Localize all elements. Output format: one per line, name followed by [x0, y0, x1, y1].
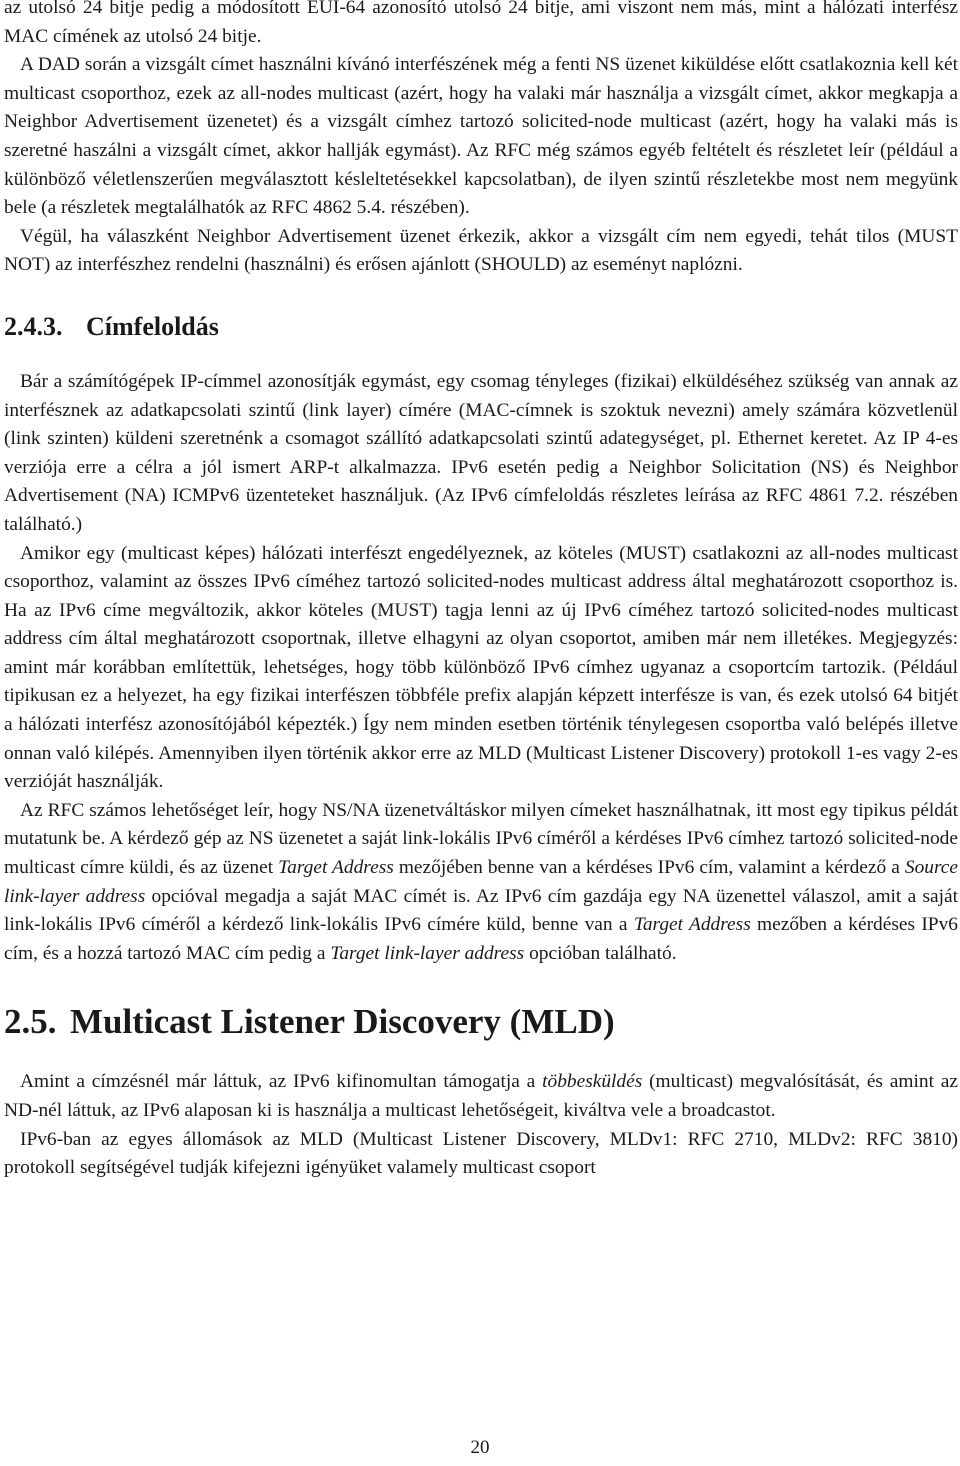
italic-term: Source link-layer address: [4, 857, 959, 907]
paragraph-dad-end: az utolsó 24 bitje pedig a módosított EUI-64 azonosító utolsó 24 bitje, ami viszont nem más, mint a hálózati interfész MAC címének az utolsó 24 bitje.: [4, 0, 958, 47]
paragraph-address-resolution: Bár a számítógépek IP-címmel azonosítják egymást, egy csomag tényleges (fizikai) elküldéséhez szükség van annak az interfésznek az adatkapcsolati szintű (link layer) címére (MAC-címnek is szoktuk nevezni) amely számára közvetlenül (link szinten) küldeni szeretnénk a csomagot szállító adatkapcsolati szintű adategységet, pl. Ethernet keretet. Az IP 4-es verziója erre a célra a jól ismert ARP-t alkalmazza. IPv6 esetén pedig a Neighbor Solicitation (NS) és Neighbor Advertisement (NA) ICMPv6 üzenteteket használjuk. (Az IPv6 címfeloldás részletes leírása az RFC 4861 7.2. részében található.): [4, 370, 958, 535]
heading-2-4-3: [4, 312, 958, 342]
italic-term: Target link-layer address: [330, 942, 525, 964]
paragraph-mld-protocol: IPv6-ban az egyes állomások az MLD (Multicast Listener Discovery, MLDv1: RFC 2710, MLDv2: RFC 3810) protokoll segítségével tudják kifejezni igényüket valamely multicast csoport: [4, 1128, 958, 1179]
paragraph-dad-result: Végül, ha válaszként Neighbor Advertisement üzenet érkezik, akkor a vizsgált cím nem egyedi, tehát tilos (MUST NOT) az interfészhez rendelni (használni) és erősen ajánlott (SHOULD) az eseményt naplózni.: [4, 225, 958, 276]
text-run: (multicast) megvalósítását, és amint az ND-nél láttuk, az IPv6 alaposan ki is használja a multicast lehetőségeit, kiváltva vele a broadcastot.: [4, 1071, 958, 1121]
text-run: mezőjében benne van a kérdéses IPv6 cím, valamint a kérdező a: [393, 857, 905, 879]
text-run: mezőben a kérdéses IPv6 cím, és a hozzá tartozó MAC cím pedig a: [4, 914, 958, 964]
paragraph-dad-multicast: A DAD során a vizsgált címet használni kívánó interfészének még a fenti NS üzenet kiküldése előtt csatlakoznia kell két multicast csoporthoz, ezek az all-nodes multicast (azért, hogy ha valaki már használja a vizsgált címet, akkor megkapja a Neighbor Advertisement üzenetet) és a vizsgált címhez tartozó solicited-node multicast (azért, hogy ha valaki más is szeretné haszálni a vizsgált címet, akkor hallják egymást). Az RFC még számos egyéb feltételt és részletet leír (például a különböző véletlenszerűen megválasztott késleltetésekkel kapcsolatban), de ilyen szintű részletekbe most nem megyünk bele (a részletek megtalálhatók az RFC 4862 5.4. részében).: [4, 54, 958, 219]
page-number: 20: [470, 1437, 490, 1458]
heading-2-5: [4, 1002, 958, 1042]
italic-term: Target Address: [278, 857, 394, 879]
heading-title: Multicast Listener Discovery (MLD): [70, 1002, 615, 1042]
document-page: [4, 0, 958, 1183]
text-run: Amint a címzésnél már láttuk, az IPv6 kifinomultan támogatja a: [20, 1071, 543, 1093]
paragraph-ns-na-example: [4, 797, 958, 969]
italic-term: Target Address: [633, 914, 751, 936]
paragraph-multicast-join: Amikor egy (multicast képes) hálózati interfészt engedélyeznek, az köteles (MUST) csatlakozni az all-nodes multicast csoporthoz, valamint az összes IPv6 címéhez tartozó solicited-nodes multicast address által meghatározott csoporthoz is. Ha az IPv6 címe megváltozik, akkor köteles (MUST) tagja lenni az új IPv6 címéhez tartozó solicited-nodes multicast address cím által meghatározott csoportnak, illetve elhagyni az olyan csoportot, amiben már nem illetékes. Megjegyzés: amint már korábban említettük, lehetséges, hogy több különböző IPv6 címhez ugyanaz a csoportcím tartozik. (Például tipikusan ez a helyezet, ha egy fizikai interfészen többféle prefix alapján képzett interfésze is van, és ezek utolsó 64 bitjét a hálózati interfész azonosítójából képezték.) Így nem minden esetben történik ténylegesen csoportba való belépés illetve onnan való kilépés. Amennyiben ilyen történik akkor erre az MLD (Multicast Listener Discovery) protokoll 1-es vagy 2-es verzióját használják.: [4, 542, 958, 793]
text-run: opcióban található.: [524, 942, 677, 964]
heading-number: 2.5.: [4, 1002, 57, 1042]
text-run: Az RFC számos lehetőséget leír, hogy NS/NA üzenetváltáskor milyen címeket használhatnak, itt most egy tipikus példát mutatunk be. A kérdező gép az NS üzenetet a saját link-lokális IPv6 címéről a kérdéses IPv6 címhez tartozó solicited-node multicast címre küldi, és az üzenet: [4, 799, 958, 879]
text-run: opcióval megadja a saját MAC címét is. Az IPv6 cím gazdája egy NA üzenettel válaszol, amit a saját link-lokális IPv6 címéről a kérdező link-lokális IPv6 címére küld, benne van a: [4, 885, 958, 936]
heading-number: 2.4.3.: [4, 311, 63, 341]
italic-term: többesküldés: [542, 1071, 643, 1093]
heading-title: Címfeloldás: [86, 311, 219, 341]
paragraph-mld-intro: [4, 1068, 958, 1125]
